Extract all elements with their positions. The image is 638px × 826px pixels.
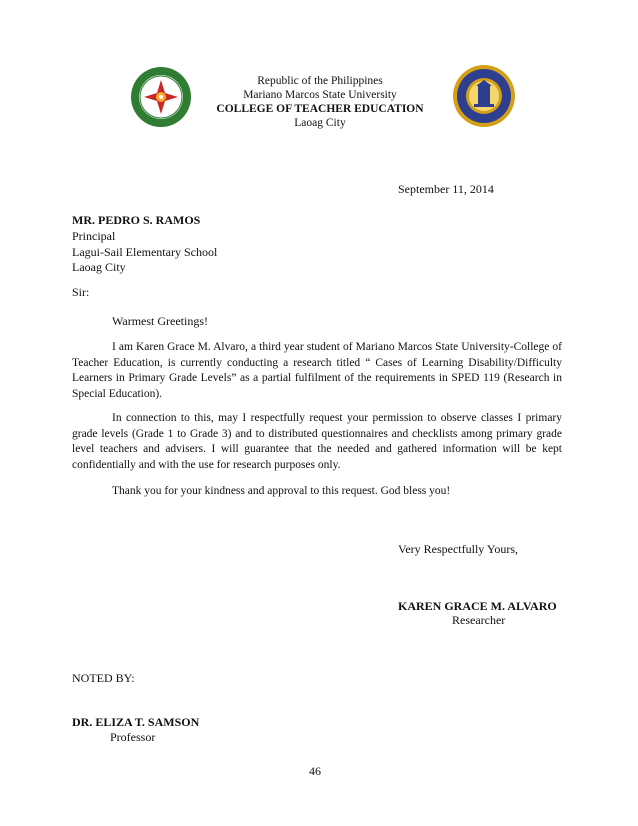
salutation: Sir: bbox=[72, 285, 90, 299]
college-seal-logo bbox=[452, 64, 516, 128]
letter-date: September 11, 2014 bbox=[398, 182, 494, 196]
recipient-city: Laoag City bbox=[72, 260, 126, 274]
university-seal-logo bbox=[130, 66, 192, 128]
signatory-name: KAREN GRACE M. ALVARO bbox=[398, 599, 557, 613]
header-college: COLLEGE OF TEACHER EDUCATION bbox=[216, 103, 424, 115]
noter-role: Professor bbox=[110, 730, 156, 744]
recipient-name: MR. PEDRO S. RAMOS bbox=[72, 213, 201, 227]
noted-by-label: NOTED BY: bbox=[72, 671, 135, 685]
header-university: Mariano Marcos State University bbox=[243, 89, 397, 101]
body-paragraph-1: I am Karen Grace M. Alvaro, a third year student of Mariano Marcos State University-College of Teacher Education, is currently conducting a research titled “ Cases of Learning Disability/Difficulty Learners in Primary Grade Levels” as a partial fulfilment of the requirements in SPED 119 (Research in Special Education). bbox=[72, 341, 562, 400]
signatory-role: Researcher bbox=[452, 613, 506, 627]
body-paragraph-3: Thank you for your kindness and approval to this request. God bless you! bbox=[112, 485, 451, 497]
greeting: Warmest Greetings! bbox=[112, 314, 208, 328]
page-number: 46 bbox=[309, 764, 321, 778]
header-city: Laoag City bbox=[294, 117, 346, 129]
noter-name: DR. ELIZA T. SAMSON bbox=[72, 715, 200, 729]
header-republic: Republic of the Philippines bbox=[257, 75, 383, 87]
recipient-school: Lagui-Sail Elementary School bbox=[72, 245, 218, 259]
recipient-title: Principal bbox=[72, 229, 116, 243]
closing: Very Respectfully Yours, bbox=[398, 542, 518, 556]
body-paragraph-2: In connection to this, may I respectfully request your permission to observe classes I primary grade levels (Grade 1 to Grade 3) and to distributed questionnaires and checklists among primary grade level teachers and advisers. I will guarantee that the needed and gathered information will be kept confidentially and with the use for research purposes only. bbox=[72, 412, 562, 471]
